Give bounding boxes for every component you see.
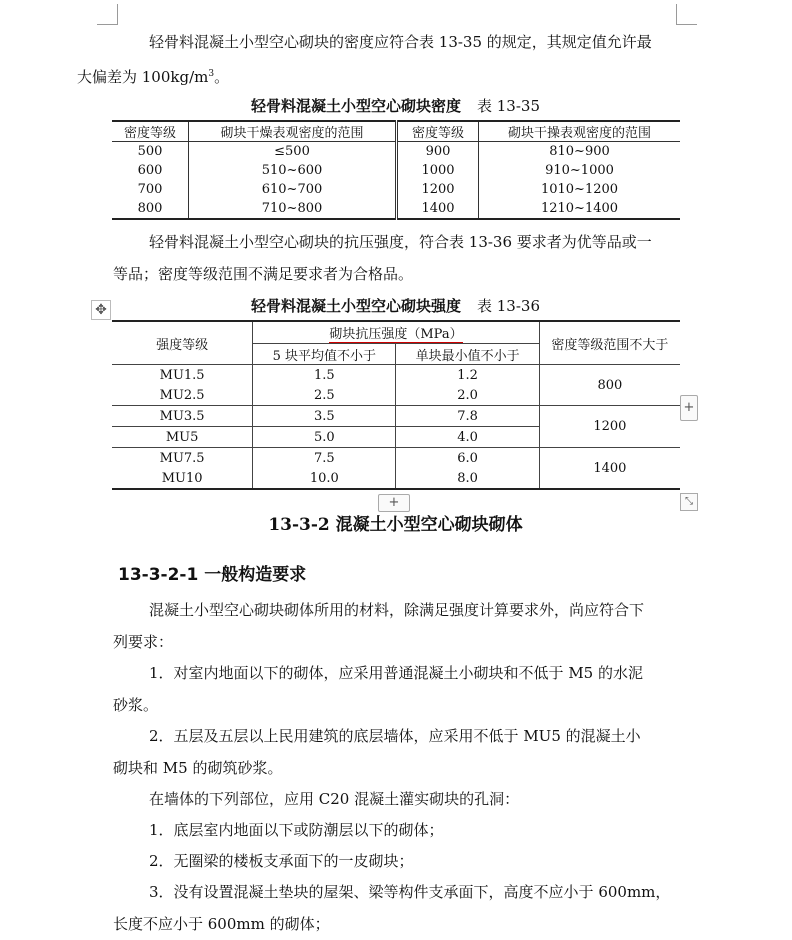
list-item-2 [113,720,678,784]
list-item-1 [113,657,678,721]
paragraph-grouting: 在墙体的下列部位，应用 C20 混凝土灌实砌块的孔洞： [149,790,520,808]
table-cell: 1400 [397,199,479,219]
table-cell: 7.8 [396,406,539,427]
table1-number: 表 13-35 [477,97,541,115]
table-row [112,142,680,162]
table-cell-density-group: 800 [539,365,680,406]
paragraph-density-intro [77,26,678,93]
para3-line2: 列要求： [113,633,174,651]
table-cell: 3.5 [253,406,396,427]
table-cell: 6.0 [396,448,539,469]
table-cell: 700 [137,182,163,197]
para1-line2: 大偏差为 $100kg/m^3$。 [77,68,230,86]
table1-caption [113,95,678,116]
header-cell-min: 单块最小值不小于 [396,344,539,365]
header-cell: 砌块干燥表观密度的范围 [189,121,397,142]
b3-line2: 长度不应小于 600mm 的砌体； [113,915,330,933]
paragraph-materials [113,594,678,658]
list-item-b3 [113,876,678,940]
table-cell: MU7.5 [112,448,253,469]
table2-number: 表 13-36 [477,297,541,315]
header-cell-strength [253,321,540,344]
table-row [112,199,680,219]
table-move-handle-icon[interactable]: ✥ [91,300,111,320]
strength-table [112,320,680,490]
table2-caption-text: 轻骨料混凝土小型空心砌块强度 [250,297,461,315]
table-cell: MU5 [112,427,253,448]
table-row [112,180,680,199]
table-cell: 2.5 [253,385,396,406]
item1-line1: 1．对室内地面以下的砌体，应采用普通混凝土小砌块和不低于 M5 的水泥 [149,664,643,682]
table-row [112,448,680,469]
crop-mark-top-left [97,4,118,25]
table-header-row [112,321,680,344]
add-column-button[interactable]: + [680,395,698,421]
item2-line2: 砌块和 M5 的砌筑砂浆。 [113,759,283,777]
header-cell: 密度等级 [112,121,189,142]
table-cell: ≤500 [189,142,397,162]
table-cell-density-group: 1400 [539,448,680,490]
table-cell: MU3.5 [112,406,253,427]
b3-line1: 3．没有设置混凝土垫块的屋架、梁等构件支承面下，高度不应小于 600mm， [149,883,671,901]
list-item-b2: 2．无圈梁的楼板支承面下的一皮砌块； [149,852,414,870]
table-cell: 7.5 [253,448,396,469]
header-strength-text: 砌块抗压强度（MPa） [329,327,463,342]
table-cell: MU2.5 [112,385,253,406]
section-heading: 13-3-2 混凝土小型空心砌块砌体 [268,515,523,535]
list-item-b1: 1．底层室内地面以下或防潮层以下的砌体； [149,821,444,839]
table-cell: 1200 [397,180,479,199]
table-cell: 800 [112,199,189,219]
table-cell: 5.0 [253,427,396,448]
header-cell: 砌块干操表观密度的范围 [479,121,681,142]
table-cell: 1.5 [253,365,396,386]
table-row [112,161,680,180]
table-cell: 1010~1200 [479,180,681,199]
para3-line1: 混凝土小型空心砌块砌体所用的材料，除满足强度计算要求外，尚应符合下 [149,601,645,619]
para1-line1: 轻骨料混凝土小型空心砌块的密度应符合表 13-35 的规定，其规定值允许最 [149,33,652,51]
para2-line1: 轻骨料混凝土小型空心砌块的抗压强度，符合表 13-36 要求者为优等品或一 [149,233,652,251]
table-row [112,406,680,427]
item1-line2: 砂浆。 [113,696,159,714]
table-cell: MU1.5 [112,365,253,386]
table-header-row [112,121,680,142]
table-row [112,365,680,386]
table-cell: 4.0 [396,427,539,448]
subsection-heading: 13-3-2-1 一般构造要求 [118,565,307,585]
para2-line2: 等品；密度等级范围不满足要求者为合格品。 [113,265,414,283]
table-cell: 810~900 [479,142,681,162]
crop-mark-top-right [676,4,697,25]
table-cell: 1210~1400 [479,199,681,219]
table-cell: 600 [137,163,163,178]
header-cell-grade: 强度等级 [112,321,253,365]
header-cell-density: 密度等级范围不大于 [539,321,680,365]
density-table [112,120,680,220]
table-cell: 10.0 [253,468,396,489]
table-cell-density-group: 1200 [539,406,680,448]
table-cell: 610~700 [189,180,397,199]
add-row-button[interactable]: + [378,494,410,512]
header-cell: 密度等级 [397,121,479,142]
table-cell: MU10 [112,468,253,489]
table-cell: 510~600 [189,161,397,180]
table1-caption-text: 轻骨料混凝土小型空心砌块密度 [250,97,461,115]
table-cell: 2.0 [396,385,539,406]
table-cell: 900 [397,142,479,162]
paragraph-strength-intro [113,226,678,290]
table2-caption [113,295,678,316]
table-cell: 1000 [397,161,479,180]
table-cell: 910~1000 [479,161,681,180]
table-cell: 710~800 [189,199,397,219]
table-resize-icon[interactable]: ⤡ [680,493,698,511]
item2-line1: 2．五层及五层以上民用建筑的底层墙体，应采用不低于 MU5 的混凝土小 [149,727,641,745]
table-cell: 500 [137,144,163,159]
table-cell: 1.2 [396,365,539,386]
header-cell-avg: 5 块平均值不小于 [253,344,396,365]
table-cell: 8.0 [396,468,539,489]
